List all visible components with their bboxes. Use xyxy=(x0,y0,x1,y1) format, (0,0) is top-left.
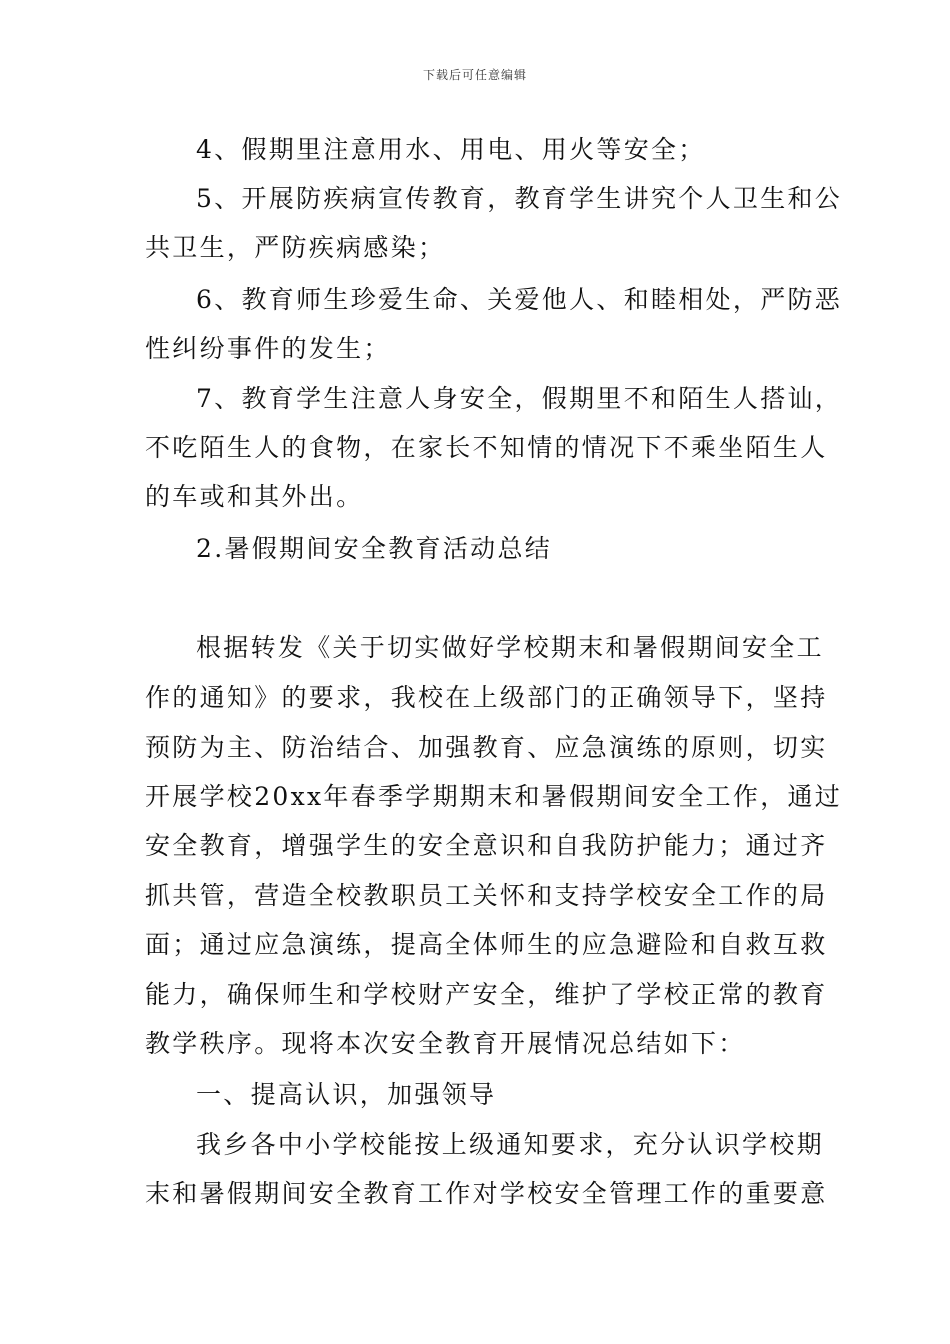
text-line: 作的通知》的要求，我校在上级部门的正确领导下，坚持 xyxy=(145,683,828,712)
text-line: 性纠纷事件的发生； xyxy=(145,334,391,363)
text-line: 的车或和其外出。 xyxy=(145,482,364,511)
text-line: 4、假期里注意用水、用电、用火等安全； xyxy=(196,135,706,164)
text-line: 根据转发《关于切实做好学校期末和暑假期间安全工 xyxy=(196,633,824,662)
page-header-note: 下载后可任意编辑 xyxy=(422,68,527,82)
text-line: 共卫生，严防疾病感染； xyxy=(145,233,446,262)
text-line: 能力，确保师生和学校财产安全，维护了学校正常的教育 xyxy=(145,980,828,1009)
text-line: 不吃陌生人的食物，在家长不知情的情况下不乘坐陌生人 xyxy=(145,433,828,462)
text-line: 预防为主、防治结合、加强教育、应急演练的原则，切实 xyxy=(145,733,828,762)
text-line: 抓共管，营造全校教职员工关怀和支持学校安全工作的局 xyxy=(145,881,828,910)
text-line: 末和暑假期间安全教育工作对学校安全管理工作的重要意 xyxy=(145,1179,828,1208)
text-line: 6、教育师生珍爱生命、关爱他人、和睦相处，严防恶 xyxy=(196,285,843,314)
section-heading: 2.暑假期间安全教育活动总结 xyxy=(196,534,553,563)
text-line: 我乡各中小学校能按上级通知要求，充分认识学校期 xyxy=(196,1130,824,1159)
text-line: 教学秩序。现将本次安全教育开展情况总结如下： xyxy=(145,1029,746,1058)
text-line: 面；通过应急演练，提高全体师生的应急避险和自救互救 xyxy=(145,930,828,959)
text-line: 7、教育学生注意人身安全，假期里不和陌生人搭讪， xyxy=(196,384,843,413)
text-line: 开展学校20xx年春季学期期末和暑假期间安全工作，通过 xyxy=(145,782,843,811)
subsection-heading: 一、提高认识，加强领导 xyxy=(196,1080,497,1109)
text-line: 安全教育，增强学生的安全意识和自我防护能力；通过齐 xyxy=(145,831,828,860)
text-line: 5、开展防疾病宣传教育，教育学生讲究个人卫生和公 xyxy=(196,184,843,213)
